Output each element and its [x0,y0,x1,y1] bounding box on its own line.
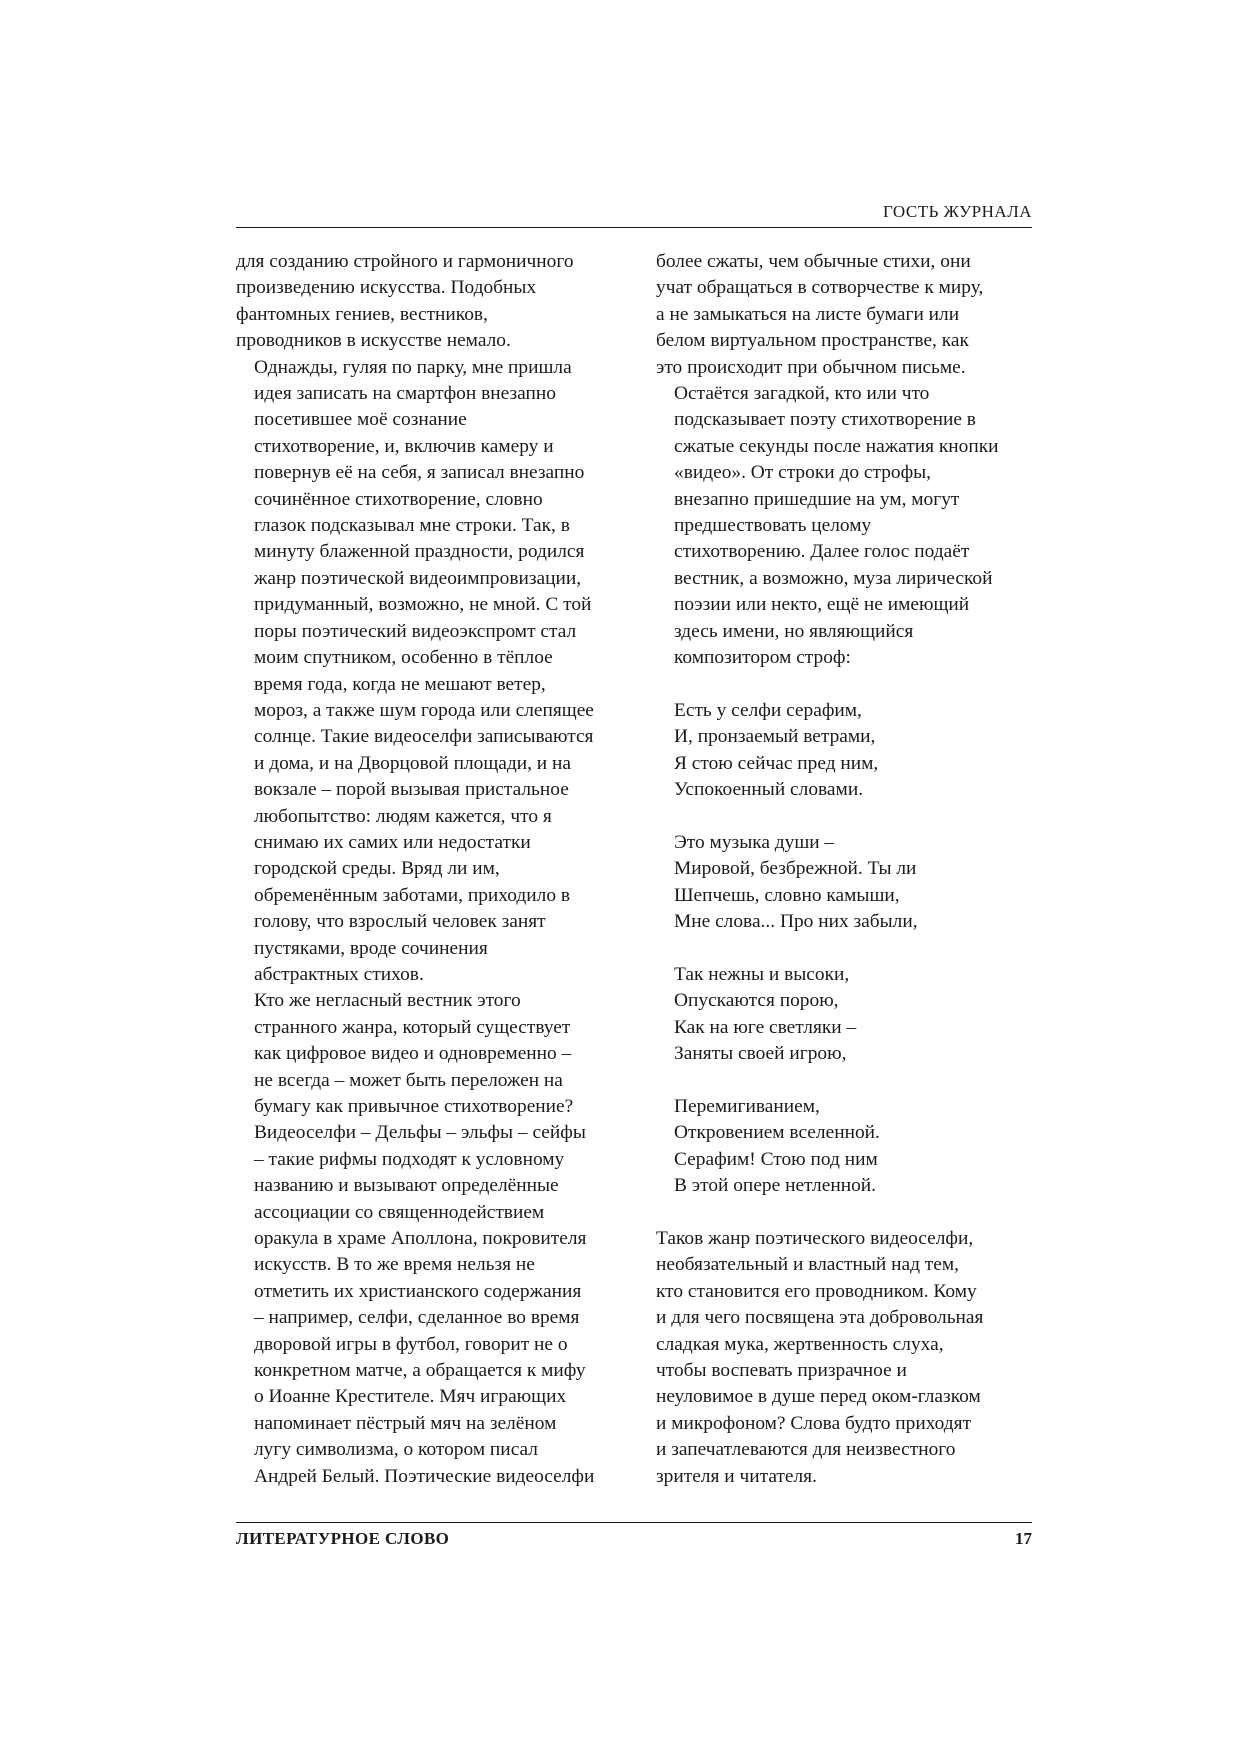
poem-stanza [656,962,1036,1068]
text-line: конкретном матче, а обращается к мифу [254,1360,586,1382]
text-line: напоминает пёстрый мяч на зелёном [254,1412,557,1434]
text-line: подсказывает поэту стихотворение в [674,409,976,431]
text-line: для созданию стройного и гармоничного [236,251,574,272]
poem-gap [656,672,1036,698]
text-line: зрителя и читателя. [656,1465,817,1487]
text-line: Заняты своей игрою, [674,1043,847,1065]
text-line: сладкая мука, жертвенность слуха, [656,1333,944,1355]
text-line: абстрактных стихов. [254,963,424,985]
text-line: глазок подсказывал мне строки. Так, в [254,515,570,537]
text-line: «видео». От строки до строфы, [674,462,932,484]
text-line: повернув её на себя, я записал внезапно [254,462,585,484]
text-line: идея записать на смартфон внезапно [254,383,556,405]
text-line: мороз, а также шум города или слепящее [254,699,594,721]
paragraph [656,381,1036,671]
text-line: здесь имени, но являющийся [674,620,914,642]
text-line: стихотворение, и, включив камеру и [254,435,554,457]
paragraph [656,1226,1036,1490]
text-line: ассоциации со священнодействием [254,1201,545,1223]
text-line: и микрофоном? Слова будто приходят [656,1412,972,1434]
text-line: Мировой, безбрежной. Ты ли [674,858,917,880]
text-line: а не замыкаться на листе бумаги или [656,303,960,325]
text-line: учат обращаться в сотворчестве к миру, [656,277,984,299]
text-line: Перемигиванием, [674,1095,820,1117]
text-line: Опускаются порою, [674,990,839,1012]
text-line: оракула в храме Аполлона, покровителя [254,1228,587,1250]
text-line: голову, что взрослый человек занят [254,911,546,933]
poem-stanza [656,1094,1036,1200]
text-line: дворовой игры в футбол, говорит не о [254,1333,568,1355]
footer-rule [236,1522,1032,1523]
text-line: вестник, а возможно, муза лирической [674,567,993,589]
text-line: снимаю их самих или недостатки [254,831,531,853]
text-line: предшествовать целому [674,515,872,537]
text-line: необязательный и властный над тем, [656,1254,959,1276]
page-number: 17 [1015,1529,1032,1548]
poem-gap [656,1200,1036,1226]
paragraph [656,249,1036,381]
text-line: Как на юге светляки – [674,1016,857,1038]
text-line: названию и вызывают определённые [254,1175,559,1197]
text-line: Мне слова... Про них забыли, [674,911,918,933]
journal-title: ЛИТЕРАТУРНОЕ СЛОВО [236,1529,450,1548]
text-line: Есть у селфи серафим, [674,699,862,721]
text-line: Серафим! Стою под ним [674,1148,878,1170]
text-line: произведению искусства. Подобных [236,277,537,299]
stanza-gap [656,1068,1036,1094]
text-line: и дома, и на Дворцовой площади, и на [254,752,572,774]
text-line: жанр поэтической видеоимпровизации, [254,567,582,589]
text-line: бумагу как привычное стихотворение? [254,1096,574,1117]
poem-stanza [656,698,1036,804]
text-line: моим спутником, особенно в тёплое [254,647,553,669]
text-line: И, пронзаемый ветрами, [674,726,876,748]
text-line: и запечатлеваются для неизвестного [656,1439,956,1461]
text-line: сочинённое стихотворение, словно [254,488,543,510]
text-line: Успокоенный словами. [674,779,864,801]
text-line: странного жанра, который существует [254,1016,571,1038]
text-line: о Иоанне Крестителе. Мяч играющих [254,1386,567,1408]
text-line: кто становится его проводником. Кому [656,1280,977,1302]
text-line: лугу символизма, о котором писал [254,1439,538,1461]
text-line: вокзале – порой вызывая пристальное [254,779,569,801]
text-line: неуловимое в душе перед оком-глазком [656,1386,981,1408]
text-line: поэзии или некто, ещё не имеющий [674,594,970,616]
paragraph [236,355,628,989]
text-line: Андрей Белый. Поэтические видеоселфи [254,1465,595,1487]
text-line: чтобы воспевать призрачное и [656,1359,907,1381]
poem-stanza [656,830,1036,936]
paragraph [236,988,628,1490]
text-line: Так нежны и высоки, [674,963,850,985]
text-line: поры поэтический видеоэкспромт стал [254,620,577,642]
right-column [656,249,1036,1490]
text-line: обременённым заботами, приходило в [254,884,571,906]
text-line: композитором строф: [674,647,851,669]
left-column [236,249,628,1490]
section-label: ГОСТЬ ЖУРНАЛА [883,202,1032,221]
text-line: – например, селфи, сделанное во время [254,1307,580,1329]
text-line: как цифровое видео и одновременно – [254,1043,572,1065]
text-line: внезапно пришедшие на ум, могут [674,488,960,510]
text-line: Откровением вселенной. [674,1122,880,1144]
text-line: фантомных гениев, вестников, [236,303,488,325]
text-line: Кто же негласный вестник этого [254,990,521,1012]
text-line: Шепчешь, словно камыши, [674,884,900,906]
text-line: проводников в искусстве немало. [236,330,511,352]
text-line: это происходит при обычном письме. [656,356,966,378]
text-line: Остаётся загадкой, кто или что [674,383,930,405]
text-line: не всегда – может быть переложен на [254,1069,563,1091]
text-line: отметить их христианского содержания [254,1280,582,1302]
header-rule [236,227,1032,228]
stanza-gap [656,804,1036,830]
text-line: – такие рифмы подходят к условному [254,1148,565,1170]
text-line: сжатые секунды после нажатия кнопки [674,435,999,457]
text-line: Однажды, гуляя по парку, мне пришла [254,356,572,378]
text-line: Я стою сейчас пред ним, [674,752,879,774]
text-line: посетившее моё сознание [254,409,467,431]
text-line: Это музыка души – [674,831,835,853]
text-line: время года, когда не мешают ветер, [254,673,546,695]
text-line: более сжаты, чем обычные стихи, они [656,251,971,272]
text-line: солнце. Такие видеоселфи записываются [254,726,594,748]
paragraph [236,249,628,355]
text-line: и для чего посвящена эта добровольная [656,1307,984,1329]
text-line: стихотворению. Далее голос подаёт [674,541,970,563]
text-line: минуту блаженной праздности, родился [254,541,585,563]
text-line: городской среды. Вряд ли им, [254,858,500,880]
text-line: В этой опере нетленной. [674,1175,877,1197]
text-line: пустяками, вроде сочинения [254,937,488,959]
text-line: Видеоселфи – Дельфы – эльфы – сейфы [254,1122,586,1144]
text-line: любопытство: людям кажется, что я [254,805,552,827]
text-line: Таков жанр поэтического видеоселфи, [656,1227,974,1249]
text-line: искусств. В то же время нельзя не [254,1254,535,1276]
text-line: придуманный, возможно, не мной. С той [254,594,592,616]
stanza-gap [656,936,1036,962]
text-line: белом виртуальном пространстве, как [656,330,969,352]
